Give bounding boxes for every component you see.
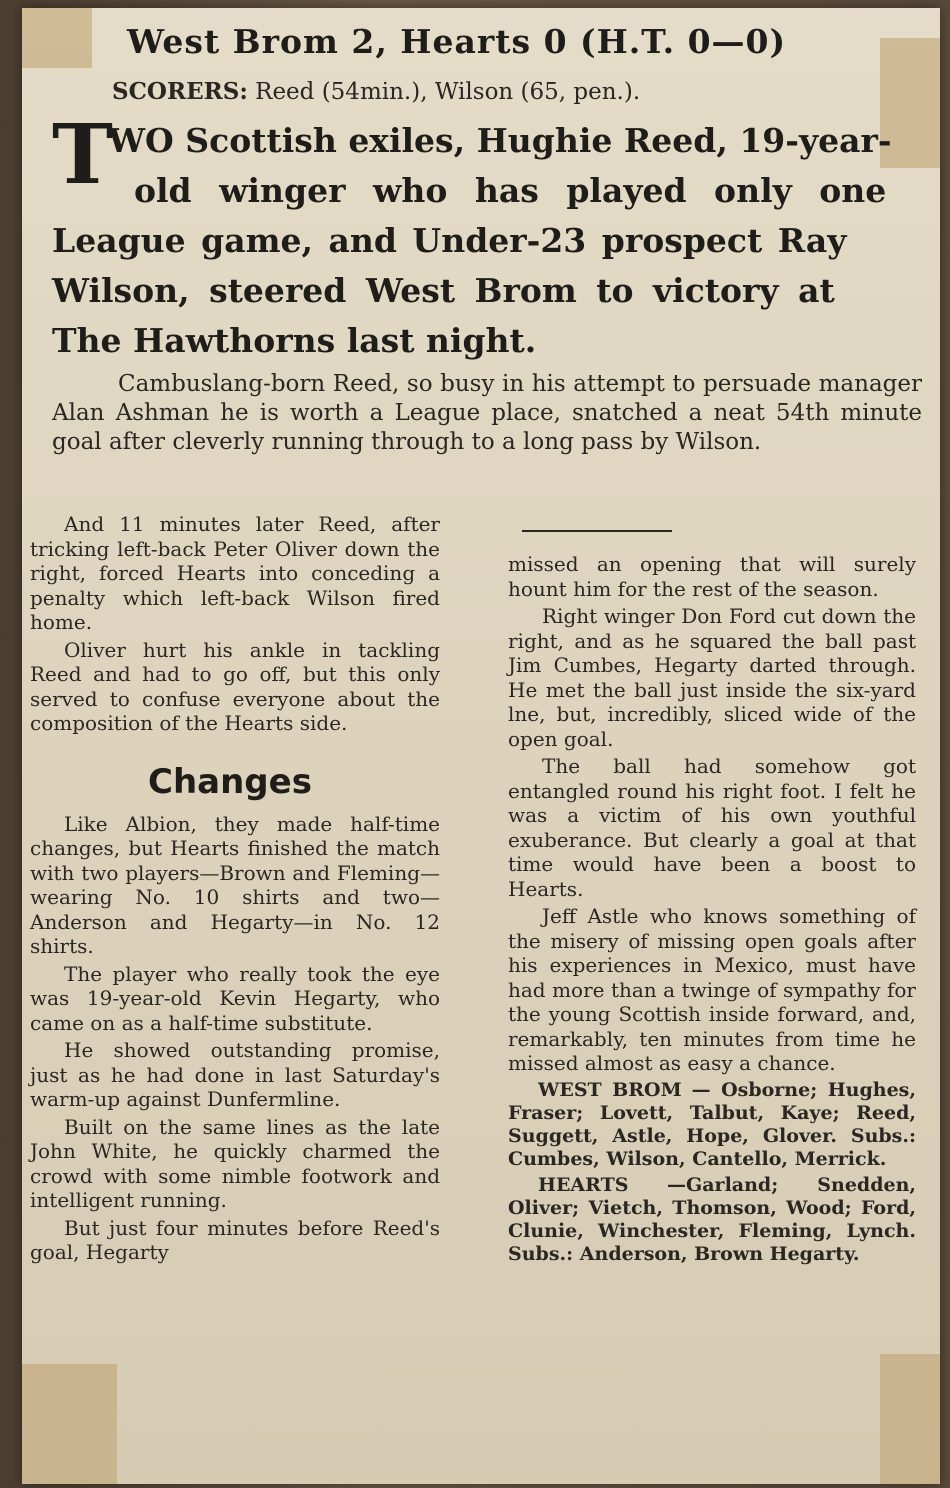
lead-line-5: The Hawthorns last night. <box>52 321 537 360</box>
col2-paragraph-4: Jeff Astle who knows something of the misery of missing open goals after his experiences in Mexico, must have had more than a twinge of sympathy for the young Scottish inside forward, and, remarkably, ten minutes from time he missed almost as easy a chance. <box>508 904 916 1075</box>
west-brom-lineup <box>508 1079 916 1171</box>
tape-bottom-left <box>22 1364 117 1484</box>
newspaper-clipping <box>22 8 940 1484</box>
hearts-label: HEARTS <box>538 1173 629 1196</box>
hearts-lineup <box>508 1174 916 1266</box>
col1-paragraph-7: But just four minutes before Reed's goal, Hegarty <box>30 1215 440 1264</box>
lead-line-3: League game, and Under-23 prospect Ray <box>52 221 847 260</box>
lead-line-4: Wilson, steered West Brom to victory at <box>52 271 835 310</box>
scorers-line <box>112 78 892 105</box>
column-2 <box>508 552 916 1269</box>
col1-paragraph-4: The player who really took the eye was 19-year-old Kevin Hegarty, who came on as a half-time substitute. <box>30 961 440 1035</box>
column-1 <box>30 512 440 1268</box>
col2-paragraph-3: The ball had somehow got entangled round his right foot. I felt he was a victim of his own youthful exuberance. But clearly a goal at that time would have been a boost to Hearts. <box>508 754 916 901</box>
team-lineups <box>508 1079 916 1266</box>
col2-paragraph-1: missed an opening that will surely hount him for the rest of the season. <box>508 552 916 601</box>
col1-paragraph-1: And 11 minutes later Reed, after tricking left-back Peter Oliver down the right, forced Hearts into conceding a penalty which left-back Wilson fired home. <box>30 512 440 634</box>
west-brom-text: — Osborne; Hughes, Fraser; Lovett, Talbut, Kaye; Reed, Suggett, Astle, Hope, Glover. Subs.: Cumbes, Wilson, Cantello, Merrick. <box>508 1078 916 1170</box>
headline: West Brom 2, Hearts 0 (H.T. 0—0) <box>127 22 787 61</box>
tape-top-left <box>22 8 92 68</box>
column-rule <box>522 530 672 532</box>
intro-paragraph: Cambuslang-born Reed, so busy in his attempt to persuade manager Alan Ashman he is worth a League place, snatched a neat 54th minute goal after cleverly running through to a long pass by Wilson. <box>52 371 922 455</box>
drop-cap: T <box>52 107 114 203</box>
scorers-text: Reed (54min.), Wilson (65, pen.). <box>255 79 641 105</box>
scorers-label: SCORERS: <box>112 78 248 105</box>
hearts-text: —Garland; Snedden, Oliver; Vietch, Thomson, Wood; Ford, Clunie, Winchester, Fleming, Lynch. Subs.: Anderson, Brown Hegarty. <box>508 1173 916 1265</box>
col1-paragraph-3: Like Albion, they made half-time changes, but Hearts finished the match with two players—Brown and Fleming—wearing No. 10 shirts and two—Anderson and Hegarty—in No. 12 shirts. <box>30 811 440 958</box>
lead-line-2: old winger who has played only one <box>134 171 887 210</box>
subhead-changes: Changes <box>148 761 312 802</box>
west-brom-label: WEST BROM <box>538 1078 682 1101</box>
tape-bottom-right <box>880 1354 940 1484</box>
col1-paragraph-2: Oliver hurt his ankle in tackling Reed and had to go off, but this only served to confuse everyone about the composition of the Hearts side. <box>30 637 440 735</box>
col1-paragraph-6: Built on the same lines as the late John White, he quickly charmed the crowd with some nimble footwork and intelligent running. <box>30 1114 440 1212</box>
lead-line-1: WO Scottish exiles, Hughie Reed, 19-year- <box>108 121 892 160</box>
col2-paragraph-2: Right winger Don Ford cut down the right, and as he squared the ball past Jim Cumbes, Hegarty darted through. He met the ball just inside the six-yard lne, but, incredibly, sliced wide of the open goal. <box>508 604 916 751</box>
col1-paragraph-5: He showed outstanding promise, just as he had done in last Saturday's warm-up against Dunfermline. <box>30 1038 440 1111</box>
